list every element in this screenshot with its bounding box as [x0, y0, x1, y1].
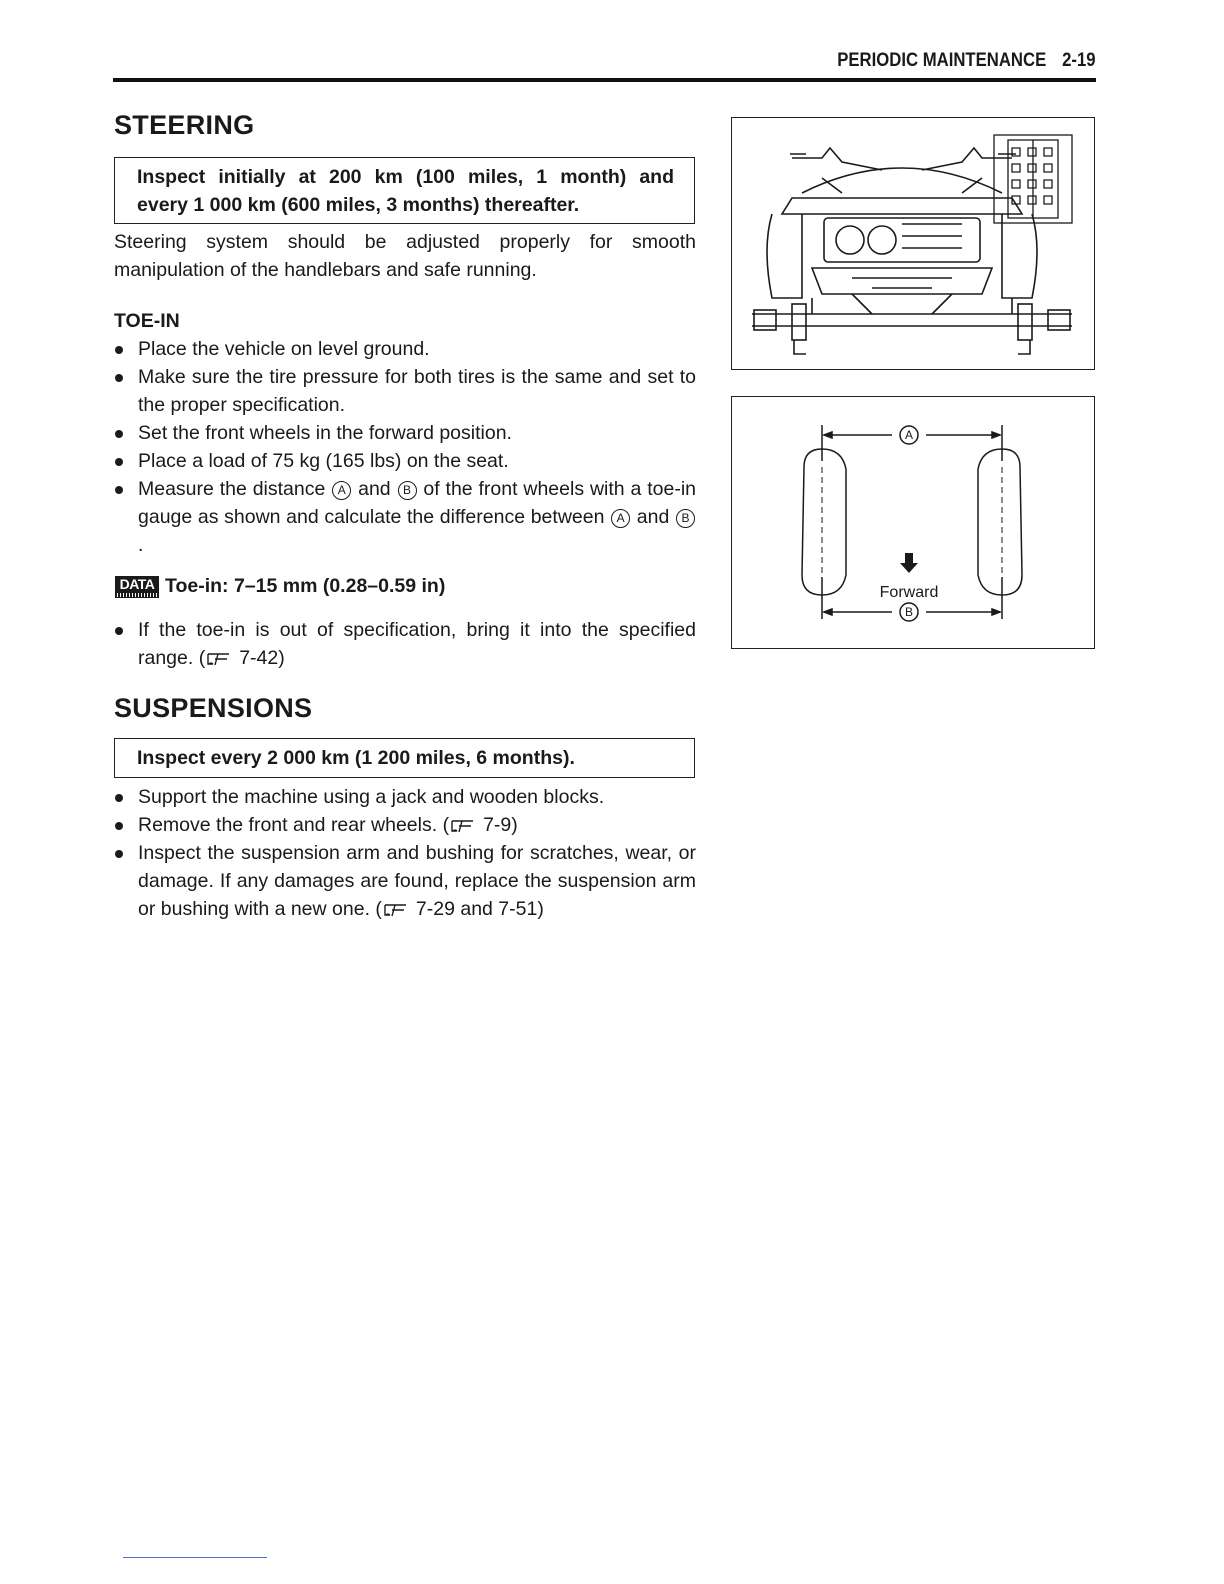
atv-front-illustration [731, 117, 1095, 370]
suspensions-interval-box [114, 738, 695, 778]
footer-rule [123, 1557, 267, 1558]
list-item: Place the vehicle on level ground. [114, 335, 696, 363]
steering-intro: Steering system should be adjusted properly for smooth manipulation of the handlebars and safe running. [114, 231, 696, 281]
list-item [114, 811, 696, 839]
forward-label: Forward [879, 584, 939, 601]
steering-interval-line1: Inspect initially at 200 km (100 miles, 1 month) and [137, 166, 674, 188]
suspensions-interval: Inspect every 2 000 km (1 200 miles, 6 months). [137, 747, 575, 769]
reference-hand-icon [451, 817, 479, 833]
suspension-steps [114, 783, 696, 923]
suspension-step-2: Remove the front and rear wheels. ( [138, 814, 450, 836]
steering-interval-box [114, 157, 695, 224]
steering-interval-line2: every 1 000 km (600 miles, 3 months) thereafter. [137, 194, 580, 216]
marker-a: A [611, 509, 630, 528]
out-of-spec-text: If the toe-in is out of specification, bring it into the specified range. ( [138, 619, 696, 669]
data-spec-icon [115, 576, 159, 598]
suspension-step-2-ref: 7-9) [483, 814, 518, 836]
suspensions-heading: SUSPENSIONS [114, 693, 313, 723]
figure-label-a: A [904, 428, 914, 442]
marker-a: A [332, 481, 351, 500]
list-item [114, 616, 696, 672]
page-number: 2-19 [1062, 50, 1096, 71]
reference-hand-icon [207, 650, 235, 666]
toe-in-drawing [732, 397, 1094, 648]
out-of-spec-ref: 7-42) [239, 647, 285, 669]
page-header [113, 48, 1096, 82]
list-item-measure [114, 475, 696, 559]
toe-in-spec-value: Toe-in: 7–15 mm (0.28–0.59 in) [165, 575, 446, 597]
list-item: Set the front wheels in the forward position. [114, 419, 696, 447]
figure-label-b: B [904, 605, 914, 619]
toe-in-diagram [731, 396, 1095, 649]
toe-in-steps [114, 335, 696, 559]
steering-heading: STEERING [114, 110, 255, 140]
suspension-step-3: Inspect the suspension arm and bushing for scratches, wear, or damage. If any damages are found, replace the suspension arm or bushing with a new one. ( [138, 842, 696, 920]
measure-end: . [138, 534, 144, 556]
reference-hand-icon [384, 901, 412, 917]
list-item: Support the machine using a jack and wooden blocks. [114, 783, 696, 811]
list-item [114, 839, 696, 923]
measure-and: and [358, 478, 391, 500]
toe-in-adjust [114, 616, 696, 672]
marker-b: B [676, 509, 695, 528]
marker-b: B [398, 481, 417, 500]
toe-in-heading: TOE-IN [114, 310, 180, 332]
data-icon-label: DATA [119, 575, 155, 592]
list-item: Make sure the tire pressure for both tires is the same and set to the proper specification. [114, 363, 696, 419]
measure-text-2: of the front wheels with a toe-in gauge as shown and calculate the difference between [138, 478, 696, 528]
measure-text-1: Measure the distance [138, 478, 326, 500]
header-title: PERIODIC MAINTENANCE [837, 50, 1047, 71]
toe-in-spec [115, 575, 445, 598]
header-text [838, 50, 1096, 72]
atv-front-drawing [732, 118, 1094, 369]
list-item: Place a load of 75 kg (165 lbs) on the seat. [114, 447, 696, 475]
suspension-step-3-ref: 7-29 and 7-51) [415, 898, 544, 920]
forward-arrow-icon [900, 553, 918, 573]
measure-and: and [636, 506, 670, 528]
